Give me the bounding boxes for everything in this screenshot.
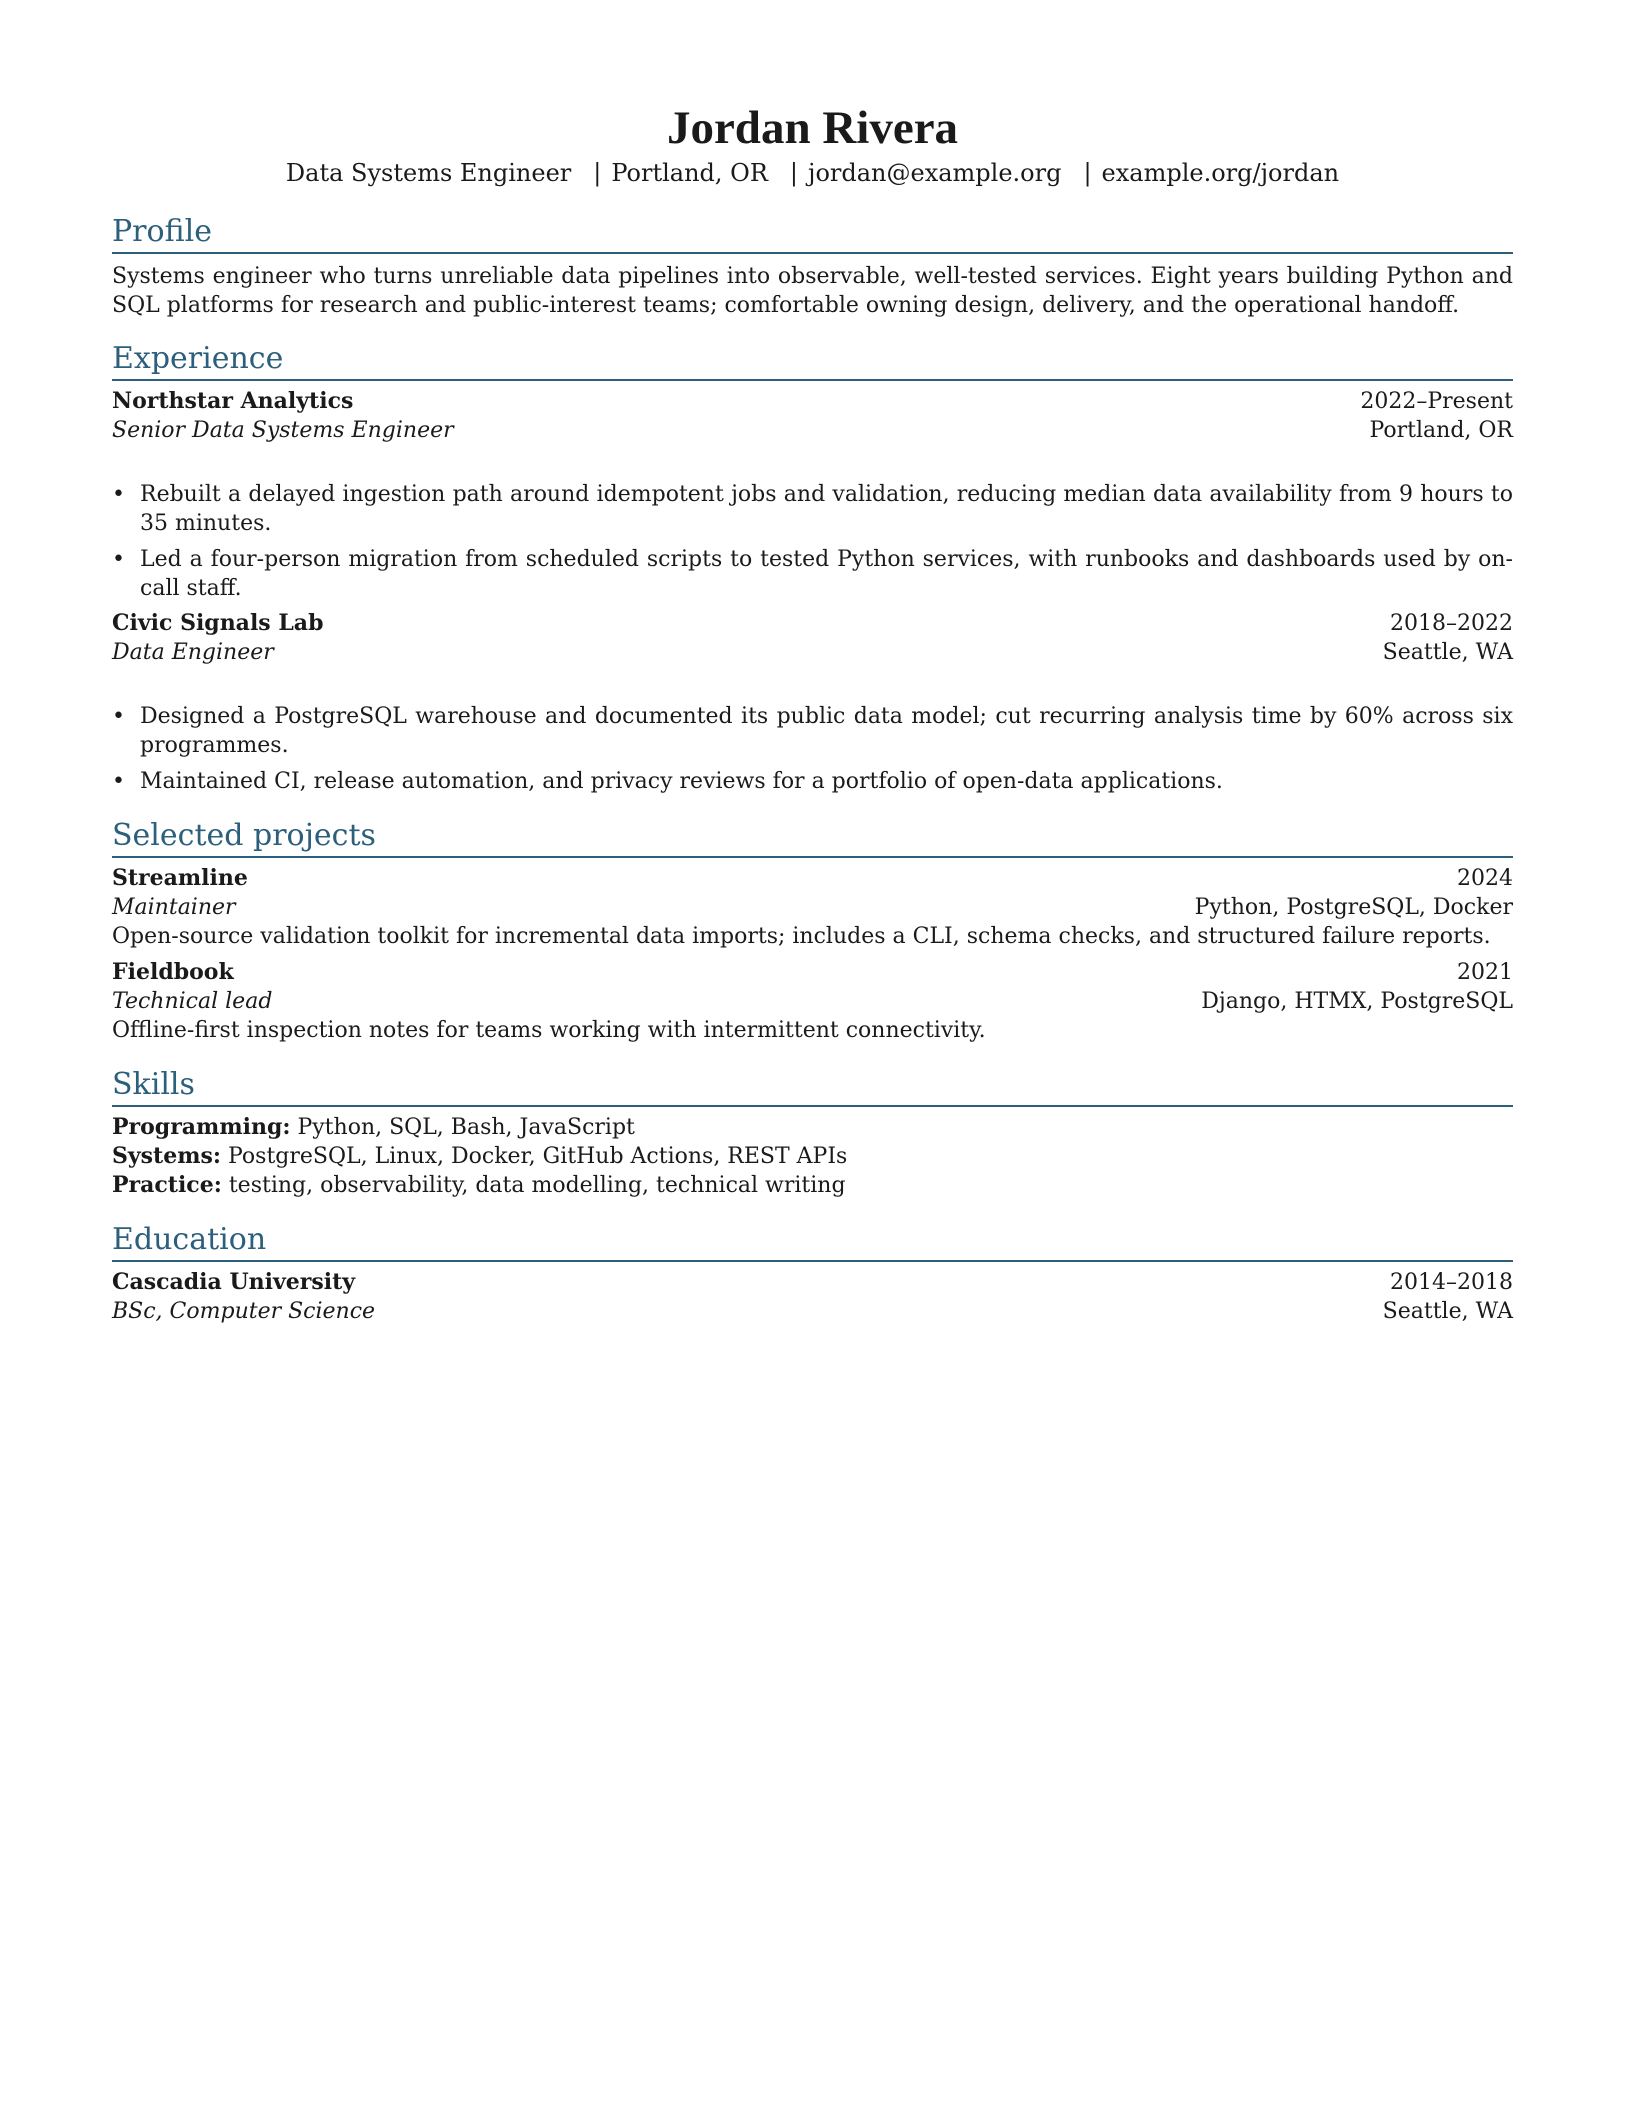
job-header — [112, 387, 1513, 416]
school-name: Cascadia University — [112, 1269, 356, 1295]
job-dates: 2022–Present — [1360, 389, 1513, 414]
section-heading-education: Education — [112, 1221, 1513, 1262]
project-year: 2024 — [1457, 866, 1513, 891]
skill-line — [112, 1142, 1513, 1171]
project-header — [112, 864, 1513, 893]
bullet-marker: • — [112, 769, 125, 794]
education-dates: 2014–2018 — [1390, 1270, 1513, 1295]
skill-label: Systems: — [112, 1143, 222, 1169]
project-role: Maintainer — [112, 895, 236, 920]
list-item — [112, 702, 1513, 760]
education-header — [112, 1268, 1513, 1297]
project-name: Streamline — [112, 865, 248, 891]
contact-line — [112, 156, 1513, 190]
section-heading-skills: Skills — [112, 1066, 1513, 1107]
section-heading-profile: Profile — [112, 213, 1513, 254]
project-subheader — [112, 893, 1513, 922]
job-subheader — [112, 416, 1513, 445]
education-location: Seattle, WA — [1382, 1299, 1513, 1324]
project-subheader — [112, 987, 1513, 1016]
skill-label: Programming: — [112, 1114, 291, 1140]
skill-value: PostgreSQL, Linux, Docker, GitHub Actions, REST APIs — [228, 1144, 848, 1169]
skill-value: testing, observability, data modelling, technical writing — [228, 1173, 846, 1198]
list-item — [112, 767, 1513, 796]
section-heading-projects: Selected projects — [112, 817, 1513, 858]
skill-line — [112, 1171, 1513, 1200]
project-role: Technical lead — [112, 989, 273, 1014]
bullet-text: Rebuilt a delayed ingestion path around idempotent jobs and validation, reducing median data availability from 9 hours to 35 minutes. — [140, 482, 1513, 536]
email-link[interactable]: jordan@example.org — [808, 159, 1062, 187]
job-role: Data Engineer — [112, 640, 274, 665]
degree: BSc, Computer Science — [112, 1299, 376, 1324]
project-description: Open-source validation toolkit for incremental data imports; includes a CLI, schema checks, and structured failure reports. — [112, 924, 1491, 949]
project-header — [112, 958, 1513, 987]
company-name: Civic Signals Lab — [112, 610, 324, 636]
bullet-marker: • — [112, 547, 125, 572]
profile-text: Systems engineer who turns unreliable data pipelines into observable, well-tested services. Eight years building Python and SQL platforms for research and public-interest teams; comfortable owning design, delivery, and the operational handoff. — [112, 264, 1513, 318]
job-location: Seattle, WA — [1382, 640, 1513, 665]
project-description: Offline-first inspection notes for teams working with intermittent connectivity. — [112, 1018, 986, 1043]
job-title: Data Systems Engineer — [285, 159, 572, 187]
job-subheader — [112, 638, 1513, 667]
job-header — [112, 609, 1513, 638]
list-item — [112, 480, 1513, 538]
job-location: Portland, OR — [1369, 418, 1513, 443]
project-stack: Django, HTMX, PostgreSQL — [1201, 989, 1513, 1014]
job-dates: 2018–2022 — [1390, 611, 1513, 636]
bullet-text: Maintained CI, release automation, and privacy reviews for a portfolio of open-data applications. — [140, 769, 1223, 794]
project-name: Fieldbook — [112, 959, 234, 985]
location: Portland, OR — [611, 159, 768, 187]
bullet-text: Led a four-person migration from scheduled scripts to tested Python services, with runbooks and dashboards used by on-call staff. — [140, 547, 1513, 601]
section-heading-experience: Experience — [112, 340, 1513, 381]
bullet-text: Designed a PostgreSQL warehouse and documented its public data model; cut recurring analysis time by 60% across six programmes. — [140, 704, 1513, 758]
candidate-name: Jordan Rivera — [666, 102, 959, 154]
separator: | — [1083, 159, 1092, 187]
bullet-marker: • — [112, 704, 125, 729]
company-name: Northstar Analytics — [112, 388, 354, 414]
skill-label: Practice: — [112, 1172, 222, 1198]
project-year: 2021 — [1457, 960, 1513, 985]
skill-value: Python, SQL, Bash, JavaScript — [297, 1115, 635, 1140]
project-stack: Python, PostgreSQL, Docker — [1194, 895, 1513, 920]
website-link[interactable]: example.org/jordan — [1101, 159, 1340, 187]
job-role: Senior Data Systems Engineer — [112, 418, 454, 443]
list-item — [112, 545, 1513, 603]
skill-line — [112, 1113, 1513, 1142]
separator: | — [593, 159, 602, 187]
bullet-marker: • — [112, 482, 125, 507]
separator: | — [789, 159, 798, 187]
education-subheader — [112, 1297, 1513, 1326]
